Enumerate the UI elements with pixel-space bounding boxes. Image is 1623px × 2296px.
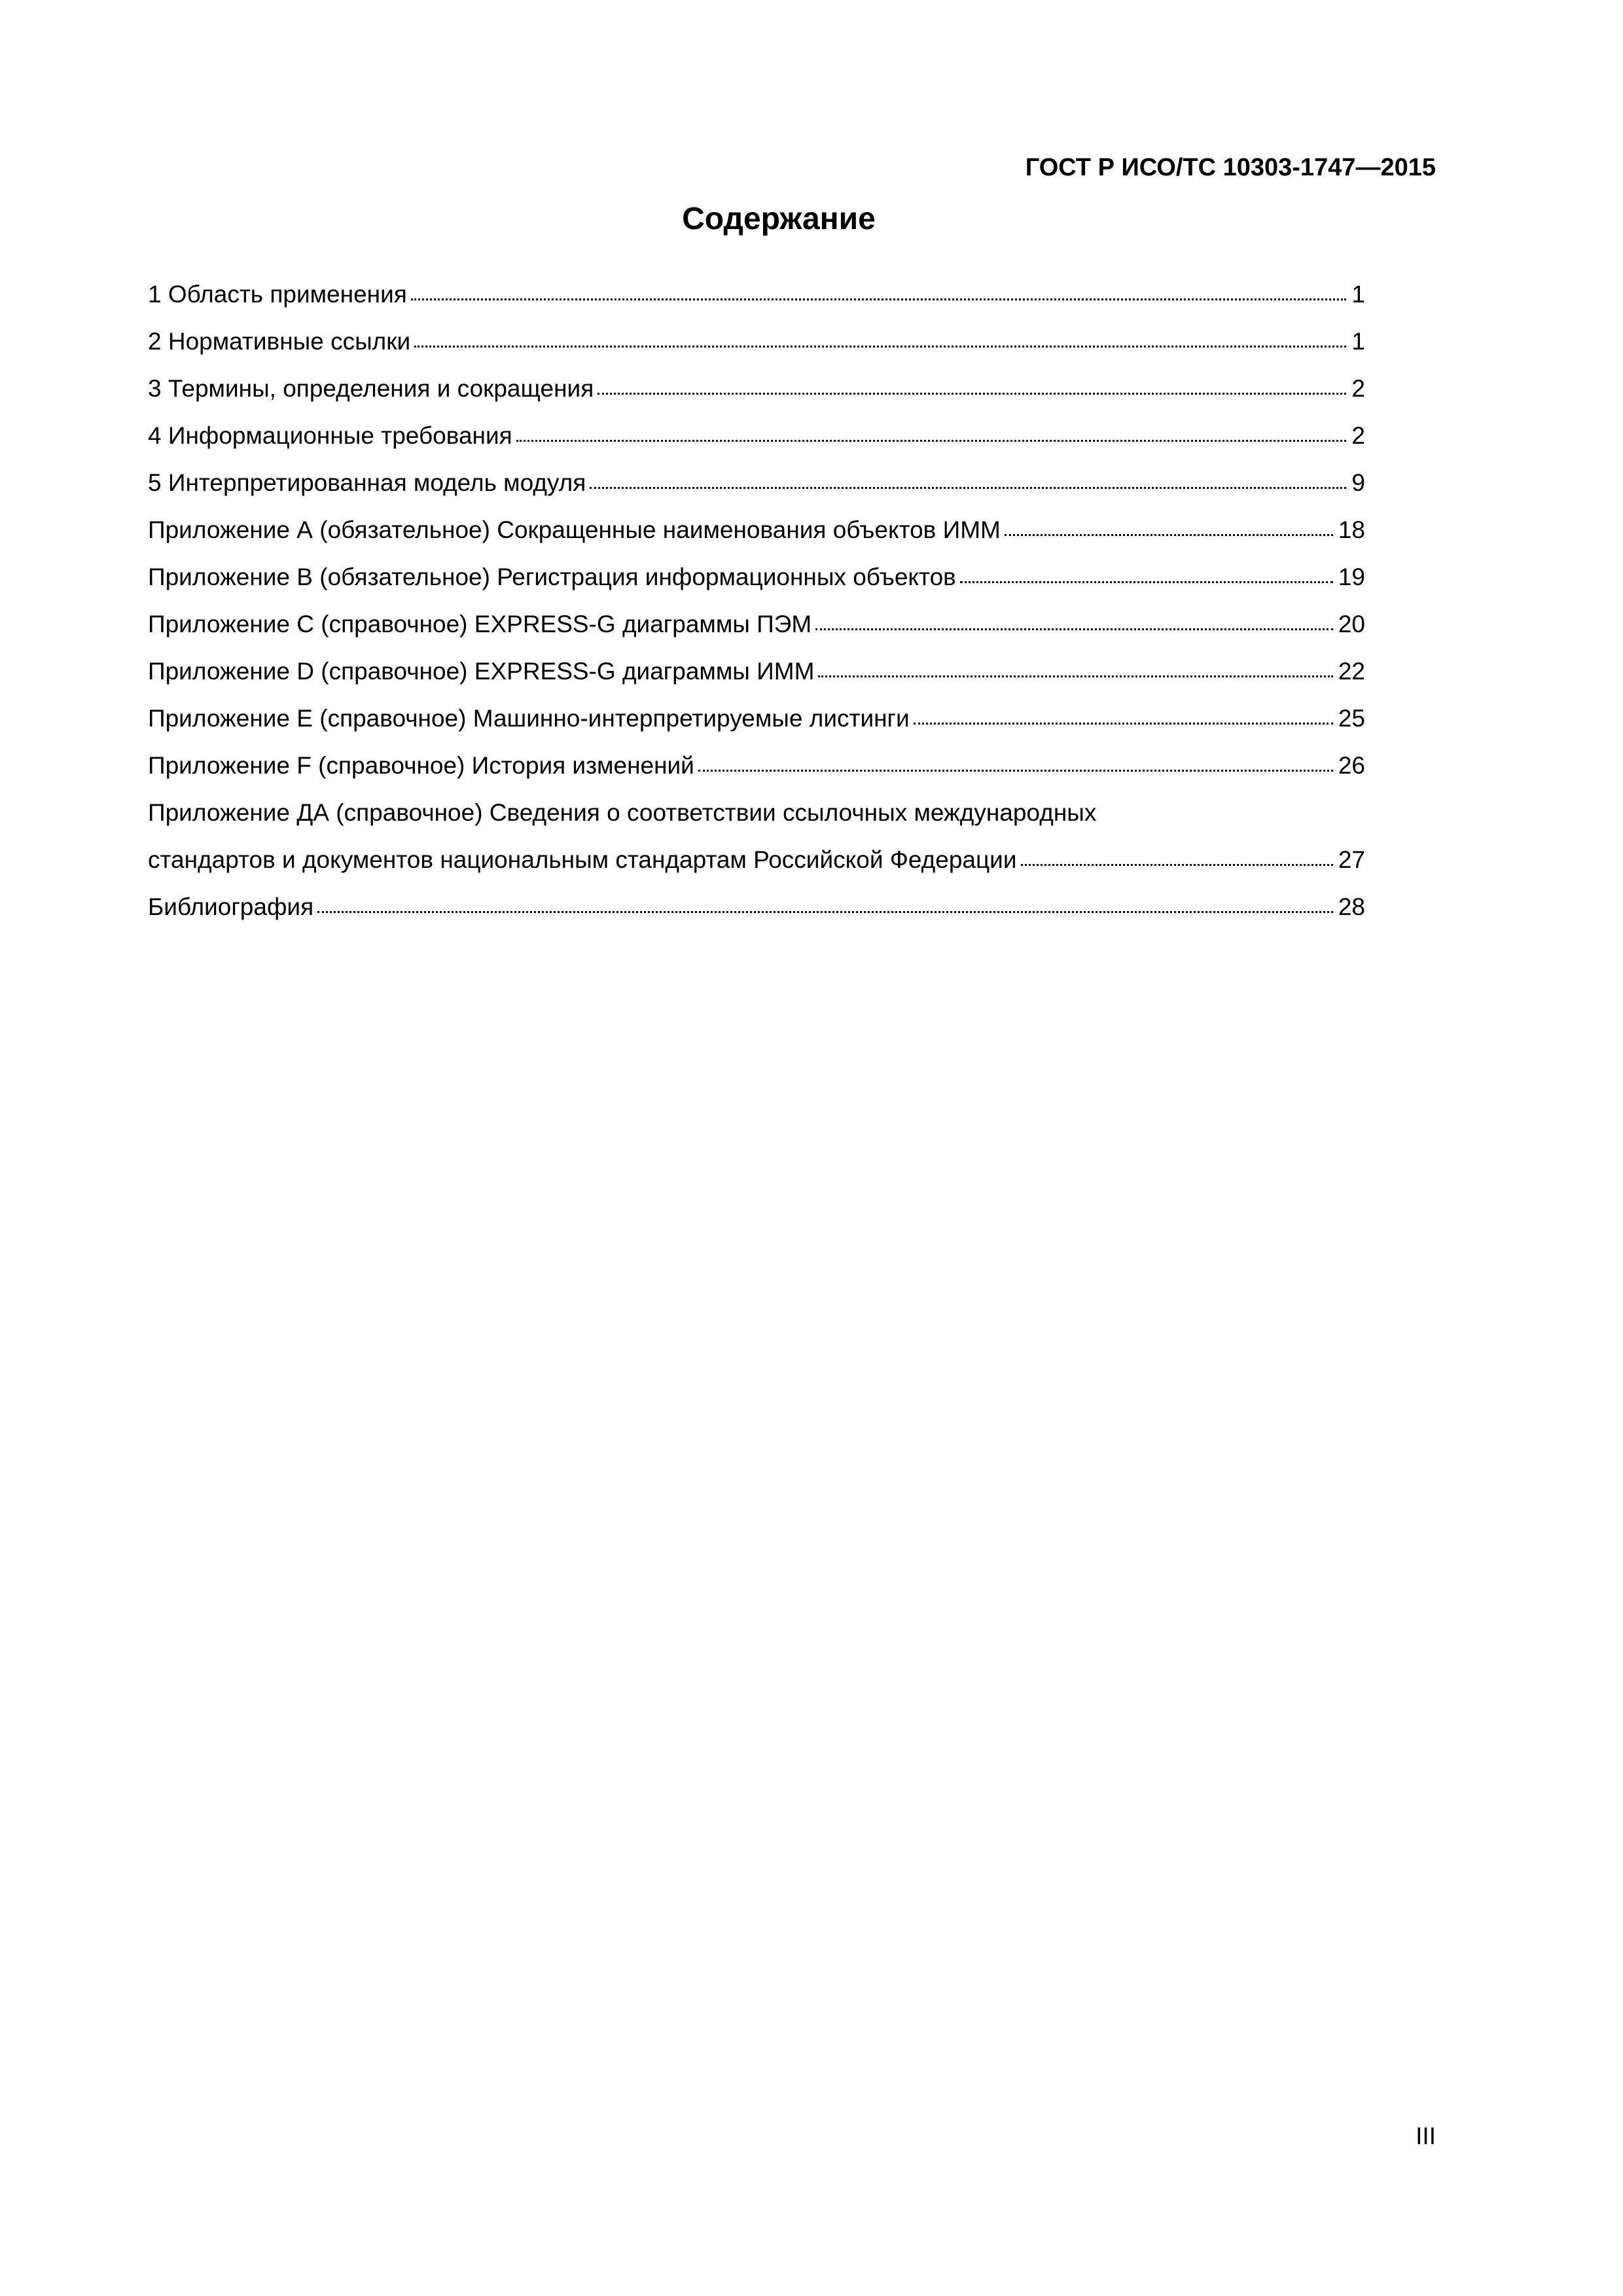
toc-entry-label: стандартов и документов национальным стандартам Российской Федерации bbox=[148, 846, 1017, 873]
toc-entry-page: 1 bbox=[1351, 281, 1365, 308]
toc-entry-label: 1 Область применения bbox=[148, 281, 407, 308]
dot-leader bbox=[1005, 533, 1333, 536]
toc-entry-annex-d[interactable] bbox=[148, 648, 1365, 695]
toc-entry-page: 27 bbox=[1338, 846, 1365, 873]
toc-entry-label: 3 Термины, определения и сокращения bbox=[148, 375, 594, 402]
toc-entry-label: Библиография bbox=[148, 893, 314, 920]
toc-entry-page: 2 bbox=[1351, 375, 1365, 402]
toc-entry-information-requirements[interactable] bbox=[148, 412, 1365, 459]
toc-entry-annex-e[interactable] bbox=[148, 695, 1365, 742]
toc-entry-page: 9 bbox=[1351, 469, 1365, 496]
toc-entry-annex-c[interactable] bbox=[148, 601, 1365, 648]
toc-entry-label: 5 Интерпретированная модель модуля bbox=[148, 469, 586, 496]
document-code-header: ГОСТ Р ИСО/ТС 10303-1747—2015 bbox=[1025, 154, 1436, 181]
dot-leader bbox=[815, 628, 1333, 630]
toc-entry-label: Приложение А (обязательное) Сокращенные наименования объектов ИММ bbox=[148, 516, 1001, 543]
dot-leader bbox=[818, 675, 1332, 677]
toc-entry-label: 2 Нормативные ссылки bbox=[148, 328, 411, 355]
toc-entry-label: Приложение ДА (справочное) Сведения о соответствии ссылочных международных bbox=[148, 799, 1097, 826]
toc-entry-normative-references[interactable] bbox=[148, 318, 1365, 365]
toc-entry-annex-a[interactable] bbox=[148, 507, 1365, 554]
table-of-contents bbox=[148, 271, 1365, 931]
dot-leader bbox=[1021, 863, 1333, 866]
toc-entry-page: 20 bbox=[1338, 611, 1365, 637]
toc-title: Содержание bbox=[682, 202, 876, 236]
dot-leader bbox=[590, 486, 1346, 489]
toc-entry-page: 28 bbox=[1338, 893, 1365, 920]
page-number: III bbox=[1416, 2123, 1436, 2149]
dot-leader bbox=[317, 910, 1333, 913]
toc-entry-annex-f[interactable] bbox=[148, 742, 1365, 789]
toc-entry-page: 22 bbox=[1338, 658, 1365, 685]
dot-leader bbox=[960, 581, 1333, 583]
toc-entry-bibliography[interactable] bbox=[148, 884, 1365, 931]
toc-entry-label: Приложение F (справочное) История изменений bbox=[148, 752, 694, 779]
toc-entry-label: Приложение В (обязательное) Регистрация информационных объектов bbox=[148, 564, 956, 590]
dot-leader bbox=[516, 439, 1347, 442]
toc-entry-label: 4 Информационные требования bbox=[148, 422, 512, 449]
dot-leader bbox=[411, 298, 1347, 300]
toc-entry-label: Приложение D (справочное) EXPRESS-G диаграммы ИММ bbox=[148, 658, 815, 685]
dot-leader bbox=[698, 769, 1333, 772]
toc-entry-page: 18 bbox=[1338, 516, 1365, 543]
toc-entry-annex-da[interactable] bbox=[148, 836, 1365, 884]
dot-leader bbox=[597, 392, 1346, 395]
toc-entry-scope[interactable] bbox=[148, 271, 1365, 318]
toc-entry-annex-b[interactable] bbox=[148, 554, 1365, 601]
toc-entry-label: Приложение С (справочное) EXPRESS-G диаграммы ПЭМ bbox=[148, 611, 812, 637]
toc-entry-annex-da-line1[interactable] bbox=[148, 789, 1365, 836]
toc-entry-page: 1 bbox=[1351, 328, 1365, 355]
toc-entry-page: 19 bbox=[1338, 564, 1365, 590]
toc-entry-page: 25 bbox=[1338, 705, 1365, 732]
toc-entry-page: 2 bbox=[1351, 422, 1365, 449]
dot-leader bbox=[414, 345, 1346, 348]
toc-entry-terms[interactable] bbox=[148, 365, 1365, 412]
dot-leader bbox=[914, 722, 1333, 725]
toc-entry-module-model[interactable] bbox=[148, 459, 1365, 507]
toc-entry-page: 26 bbox=[1338, 752, 1365, 779]
toc-entry-label: Приложение Е (справочное) Машинно-интерпретируемые листинги bbox=[148, 705, 910, 732]
